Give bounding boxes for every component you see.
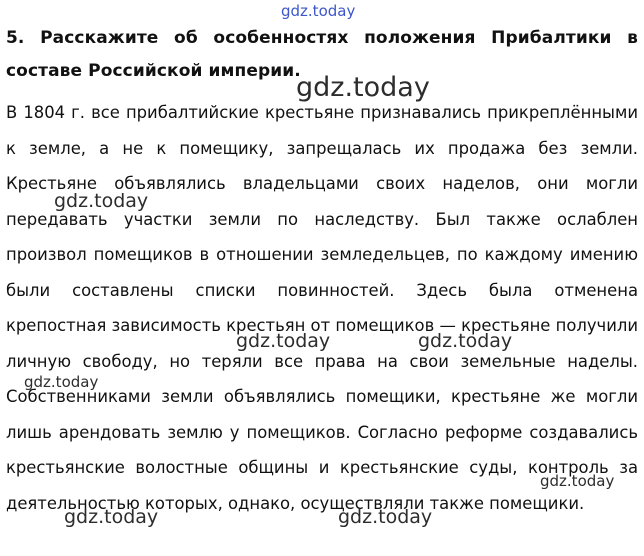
watermark: gdz.today (236, 330, 331, 352)
watermark: gdz.today (540, 472, 615, 490)
watermark: gdz.today (338, 506, 433, 528)
answer-paragraph: В 1804 г. все прибалтийские крестьяне признавались прикреплёнными к земле, а не к помещику, запрещалась их продажа без земли. Крестьяне объявлялись владельцами своих наделов, они могли передавать участки земли по наследству. Был также ослаблен произвол помещиков в отношении земледельцев, по каждому имению были составлены списки повинностей. Здесь была отменена крепостная зависимость крестьян от помещиков — крестьяне получили личную свободу, но теряли все права на свои земельные наделы. Собственниками земли объявлялись помещики, крестьяне же могли лишь арендовать землю у помещиков. Согласно реформе создавались крестьянские волостные общины и крестьянские суды, контроль за деятельностью которых, однако, осуществляли также помещики. (6, 103, 638, 513)
watermark: gdz.today (64, 506, 159, 528)
question-heading: 5. Расскажите об особенностях положения Прибалтики в составе Российской империи. (6, 28, 638, 81)
watermark: gdz.today (418, 330, 513, 352)
watermark: gdz.today (54, 190, 149, 212)
watermark: gdz.today (24, 373, 99, 391)
watermark-large: gdz.today (296, 72, 430, 103)
watermark-top: gdz.today (281, 2, 356, 20)
